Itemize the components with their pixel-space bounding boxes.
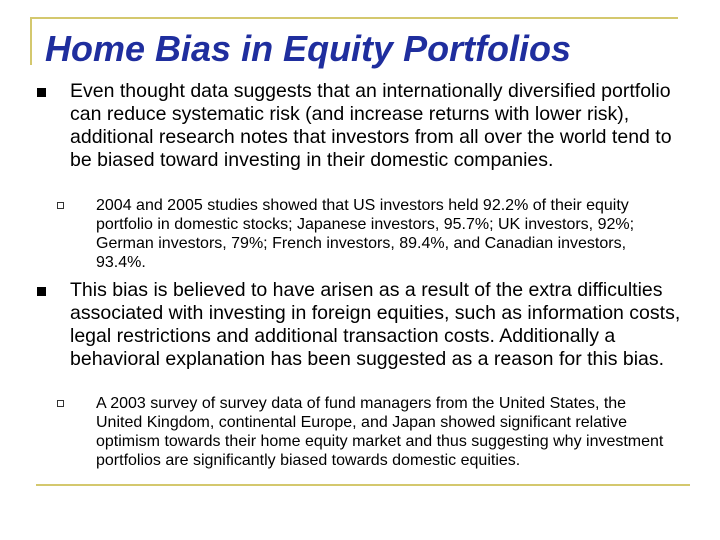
hollow-square-bullet-icon	[57, 202, 64, 209]
hollow-square-bullet-icon	[57, 400, 64, 407]
bullet-text-2: This bias is believed to have arisen as a result of the extra difficulties associated with investing in foreign equities, such as information costs, legal restrictions and additional transaction costs. Additionally a behavioral explanation has been suggested as a reason for this bias.	[70, 279, 681, 370]
square-bullet-icon	[37, 88, 46, 97]
top-border-line	[30, 17, 678, 19]
bottom-border-line	[36, 484, 690, 486]
slide-title: Home Bias in Equity Portfolios	[45, 28, 572, 69]
bullet-text-1: Even thought data suggests that an internationally diversified portfolio can reduce systematic risk (and increase returns with lower risk), additional research notes that investors from all over the world tend to be biased toward investing in their domestic companies.	[70, 80, 672, 171]
sub-bullet-text-2: A 2003 survey of survey data of fund managers from the United States, the United Kingdom, continental Europe, and Japan showed significant relative optimism towards their home equity market and thus suggesting why investment portfolios are significantly biased towards domestic equities.	[96, 395, 664, 469]
left-border-line	[30, 17, 32, 65]
sub-bullet-text-1: 2004 and 2005 studies showed that US investors held 92.2% of their equity portfolio in domestic stocks; Japanese investors, 95.7%; UK investors, 92%; German investors, 79%; French investors, 89.4%, and Canadian investors, 93.4%.	[96, 197, 635, 271]
square-bullet-icon	[37, 287, 46, 296]
